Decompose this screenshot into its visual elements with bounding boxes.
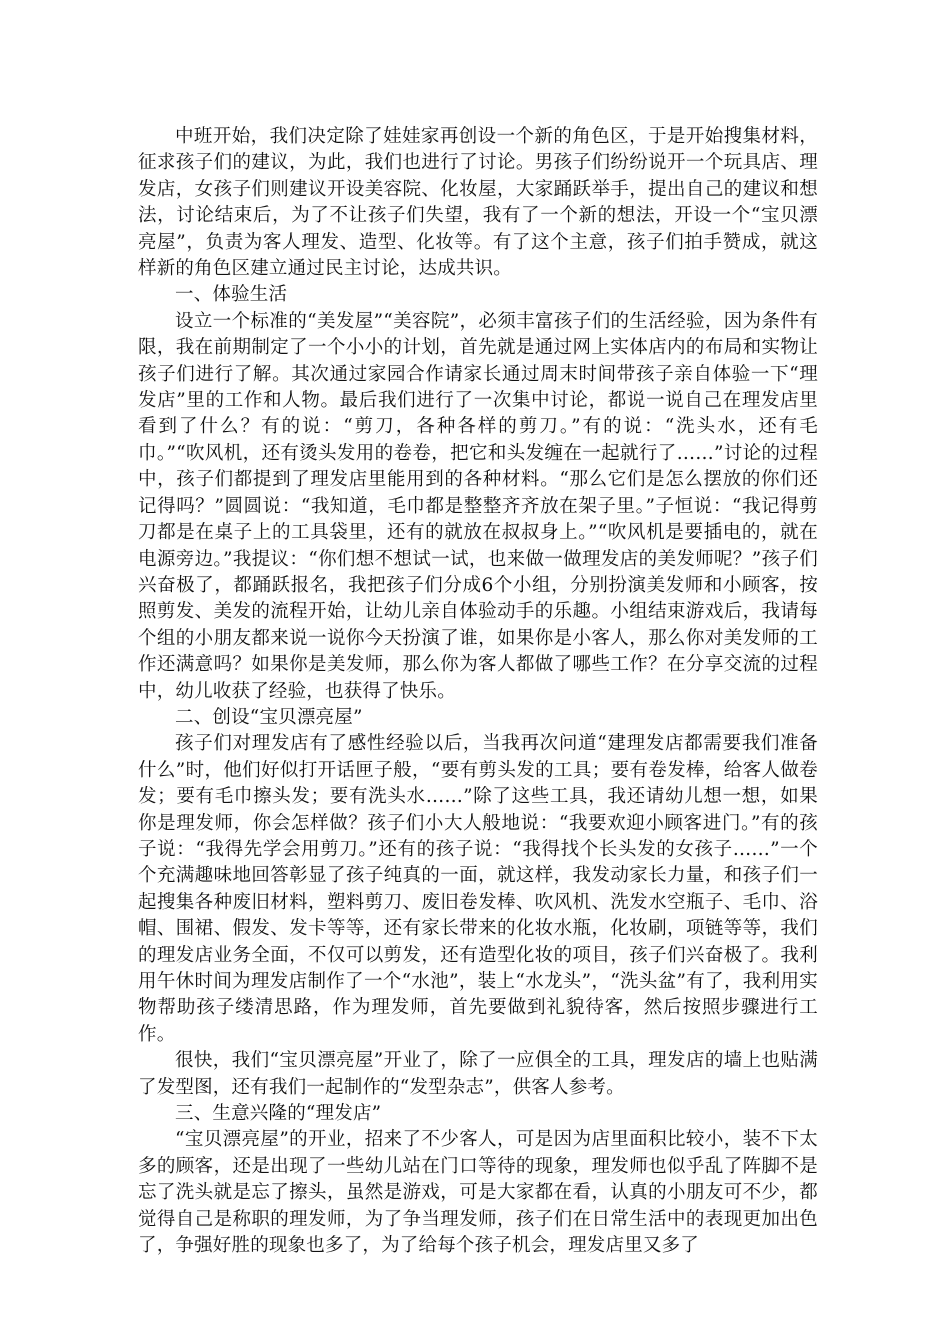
section-1-paragraph: 设立一个标准的“美发屋”“美容院”，必须丰富孩子们的生活经验，因为条件有限，我在前期制定了一个小小的计划，首先就是通过网上实体店内的布局和实物让孩子们进行了解。其次通过家园合作请家长通过周末时间带孩子亲自体验一下“理发店”里的工作和人物。最后我们进行了一次集中讨论，都说一说自己在理发店里看到了什么？有的说：“剪刀，各种各样的剪刀。”有的说：“洗头水，还有毛巾。”“吹风机，还有烫头发用的卷卷，把它和头发缠在一起就行了……”讨论的过程中，孩子们都提到了理发店里能用到的各种材料。“那么它们是怎么摆放的你们还记得吗？”圆圆说：“我知道，毛巾都是整整齐齐放在架子里。”子恒说：“我记得剪刀都是在桌子上的工具袋里，还有的就放在叔叔身上。”“吹风机是要插电的，就在电源旁边。”我提议：“你们想不想试一试，也来做一做理发店的美发师呢？”孩子们兴奋极了，都踊跃报名，我把孩子们分成6个小组，分别扮演美发师和小顾客，按照剪发、美发的流程开始，让幼儿亲自体验动手的乐趣。小组结束游戏后，我请每个组的小朋友都来说一说你今天扮演了谁，如果你是小客人，那么你对美发师的工作还满意吗？如果你是美发师，那么你为客人都做了哪些工作？在分享交流的过程中，幼儿收获了经验，也获得了快乐。 bbox=[138, 310, 818, 702]
document-body bbox=[138, 124, 818, 1259]
section-2-paragraph-2: 很快，我们“宝贝漂亮屋”开业了，除了一应俱全的工具，理发店的墙上也贴满了发型图，还有我们一起制作的“发型杂志”，供客人参考。 bbox=[138, 1050, 818, 1098]
section-heading-1: 一、体验生活 bbox=[175, 284, 288, 306]
section-heading-2: 二、创设“宝贝漂亮屋” bbox=[175, 706, 363, 728]
section-heading-3: 三、生意兴隆的“理发店” bbox=[175, 1103, 382, 1125]
section-3-paragraph: “宝贝漂亮屋”的开业，招来了不少客人，可是因为店里面积比较小，装不下太多的顾客，还是出现了一些幼儿站在门口等待的现象，理发师也似乎乱了阵脚不是忘了洗头就是忘了擦头，虽然是游戏，可是大家都在看，认真的小朋友可不少，都觉得自己是称职的理发师，为了争当理发师，孩子们在日常生活中的表现更加出色了，争强好胜的现象也多了，为了给每个孩子机会，理发店里又多了 bbox=[138, 1129, 818, 1257]
section-2-paragraph-1: 孩子们对理发店有了感性经验以后，当我再次问道“建理发店都需要我们准备什么”时，他们好似打开话匣子般，“要有剪头发的工具；要有卷发棒，给客人做卷发；要有毛巾擦头发；要有洗头水……”除了这些工具，我还请幼儿想一想，如果你是理发师，你会怎样做？孩子们小大人般地说：“我要欢迎小顾客进门。”有的孩子说：“我得先学会用剪刀。”还有的孩子说：“我得找个长头发的女孩子……”一个个充满趣味地回答彰显了孩子纯真的一面，就这样，我发动家长力量，和孩子们一起搜集各种废旧材料，塑料剪刀、废旧卷发棒、吹风机、洗发水空瓶子、毛巾、浴帽、围裙、假发、发卡等等，还有家长带来的化妆水瓶，化妆刷，项链等等，我们的理发店业务全面，不仅可以剪发，还有造型化妆的项目，孩子们兴奋极了。我利用午休时间为理发店制作了一个“水池”，装上“水龙头”，“洗头盆”有了，我利用实物帮助孩子缕清思路，作为理发师，首先要做到礼貌待客，然后按照步骤进行工作。 bbox=[138, 733, 818, 1045]
intro-paragraph: 中班开始，我们决定除了娃娃家再创设一个新的角色区，于是开始搜集材料，征求孩子们的建议，为此，我们也进行了讨论。男孩子们纷纷说开一个玩具店、理发店，女孩子们则建议开设美容院、化妆屋，大家踊跃举手，提出自己的建议和想法，讨论结束后，为了不让孩子们失望，我有了一个新的想法，开设一个“宝贝漂亮屋”，负责为客人理发、造型、化妆等。有了这个主意，孩子们拍手赞成，就这样新的角色区建立通过民主讨论，达成共识。 bbox=[138, 126, 818, 280]
